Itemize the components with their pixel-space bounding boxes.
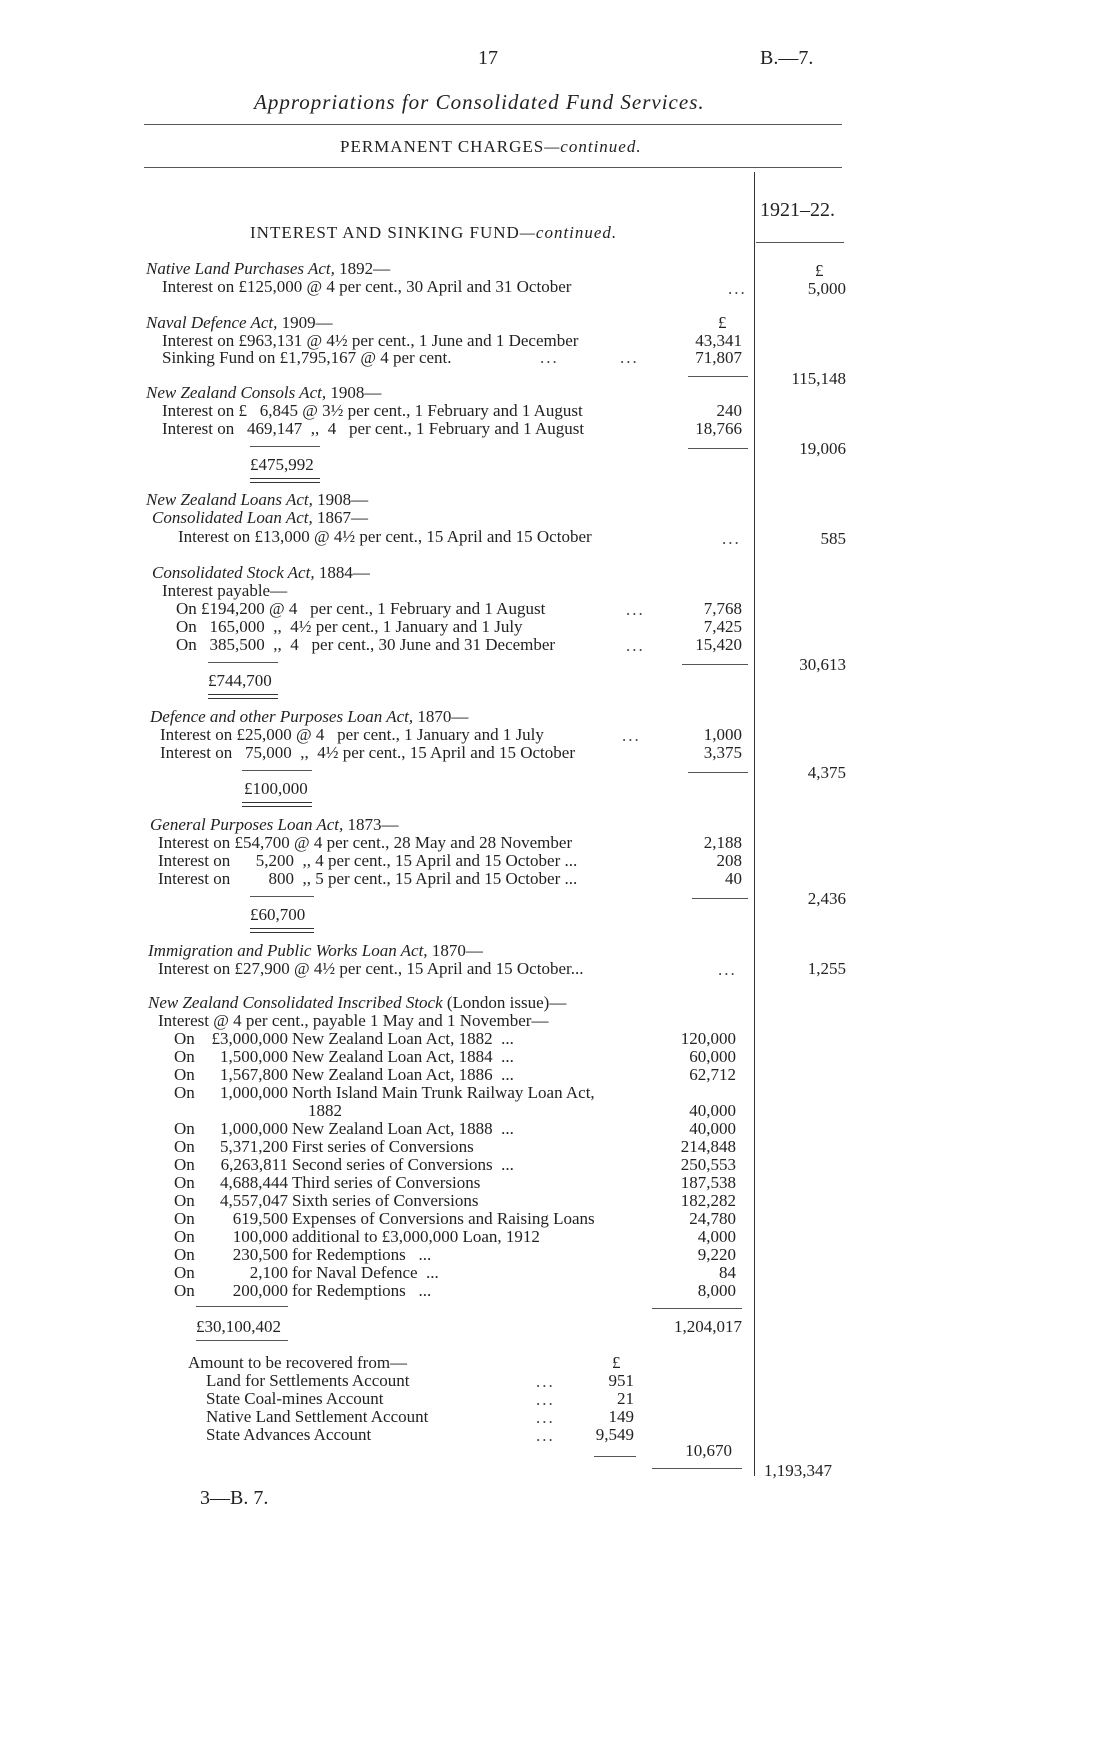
inscribed-row-description: for Naval Defence ... bbox=[292, 1263, 439, 1282]
year-header-rule bbox=[756, 242, 844, 243]
inscribed-row-description: Third series of Conversions bbox=[292, 1173, 481, 1192]
inscribed-row-value: 250,553 bbox=[680, 1155, 736, 1174]
inscribed-row-on: On bbox=[174, 1227, 195, 1246]
inscribed-row-amount: 4,688,444 bbox=[220, 1173, 288, 1192]
header-rule bbox=[144, 124, 842, 125]
act-naval-defence: Naval Defence Act, 1909— bbox=[146, 313, 333, 332]
naval-defence-total: 115,148 bbox=[791, 369, 846, 388]
stock-line-1: On £194,200 @ 4 per cent., 1 February and 1 August bbox=[176, 599, 546, 618]
double-rule bbox=[242, 802, 312, 807]
double-rule bbox=[250, 478, 320, 483]
rule bbox=[688, 376, 748, 377]
inscribed-row-value: 40,000 bbox=[689, 1101, 736, 1120]
pound-sign: £ bbox=[612, 1353, 621, 1372]
inscribed-row-on: On bbox=[174, 1155, 195, 1174]
ellipsis: ... bbox=[728, 279, 747, 298]
rule bbox=[594, 1456, 636, 1457]
inscribed-row-value: 182,282 bbox=[680, 1191, 736, 1210]
inscribed-row-description: First series of Conversions bbox=[292, 1137, 474, 1156]
section-heading: INTEREST AND SINKING FUND—continued. bbox=[250, 223, 618, 242]
ellipsis: ... bbox=[718, 960, 737, 979]
general-value-2: 208 bbox=[716, 851, 742, 870]
inscribed-row-description: for Redemptions ... bbox=[292, 1281, 432, 1300]
inscribed-row-amount: 230,500 bbox=[232, 1245, 288, 1264]
year-header: 1921–22. bbox=[760, 199, 835, 221]
inscribed-row-description: New Zealand Loan Act, 1882 ... bbox=[292, 1029, 514, 1048]
naval-defence-value-2: 71,807 bbox=[695, 348, 742, 367]
inscribed-row-value: 62,712 bbox=[689, 1065, 736, 1084]
act-inscribed-stock: New Zealand Consolidated Inscribed Stock (London issue)— bbox=[148, 993, 567, 1012]
recovered-row-value: 21 bbox=[617, 1389, 634, 1408]
ellipsis: ... bbox=[626, 636, 645, 655]
inscribed-row-on: On bbox=[174, 1245, 195, 1264]
general-total: 2,436 bbox=[807, 889, 846, 908]
inscribed-row-amount: 1,500,000 bbox=[220, 1047, 288, 1066]
inscribed-row-description: New Zealand Loan Act, 1884 ... bbox=[292, 1047, 514, 1066]
pound-sign: £ bbox=[815, 261, 824, 280]
inscribed-row-amount: 4,557,047 bbox=[220, 1191, 288, 1210]
footer-reference: 3—B. 7. bbox=[200, 1487, 269, 1509]
inscribed-row-amount: 5,371,200 bbox=[220, 1137, 288, 1156]
ellipsis: ... bbox=[722, 529, 741, 548]
native-land-line-1: Interest on £125,000 @ 4 per cent., 30 April and 31 October bbox=[162, 277, 572, 296]
act-consolidated-loan: Consolidated Loan Act, 1867— bbox=[152, 508, 368, 527]
inscribed-row-amount: 1,000,000 bbox=[220, 1119, 288, 1138]
recovered-total: 10,670 bbox=[685, 1441, 732, 1460]
inscribed-row-on: On bbox=[174, 1281, 195, 1300]
inscribed-row-value: 24,780 bbox=[689, 1209, 736, 1228]
recovered-row-value: 9,549 bbox=[595, 1425, 634, 1444]
general-value-1: 2,188 bbox=[703, 833, 742, 852]
defence-value-1: 1,000 bbox=[703, 725, 742, 744]
act-native-land: Native Land Purchases Act, 1892— bbox=[146, 259, 391, 278]
stock-total: 30,613 bbox=[799, 655, 846, 674]
ellipsis: ... bbox=[536, 1426, 555, 1445]
document-reference: B.—7. bbox=[760, 47, 814, 69]
act-loans: New Zealand Loans Act, 1908— bbox=[146, 490, 369, 509]
grand-total: 1,193,347 bbox=[764, 1461, 832, 1480]
inscribed-row-amount: 2,100 bbox=[249, 1263, 288, 1282]
inscribed-capital: £30,100,402 bbox=[196, 1317, 281, 1336]
general-line-2: Interest on 5,200 ,, 4 per cent., 15 April and 15 October ... bbox=[158, 851, 578, 870]
naval-defence-line-2: Sinking Fund on £1,795,167 @ 4 per cent. bbox=[162, 348, 452, 367]
stock-capital: £744,700 bbox=[208, 671, 272, 690]
immigration-total: 1,255 bbox=[807, 959, 846, 978]
general-capital: £60,700 bbox=[250, 905, 306, 924]
stock-intro: Interest payable— bbox=[162, 581, 288, 600]
page-title: Appropriations for Consolidated Fund Services. bbox=[254, 90, 705, 114]
stock-value-1: 7,768 bbox=[703, 599, 742, 618]
recovered-row-value: 951 bbox=[608, 1371, 634, 1390]
ellipsis: ... bbox=[536, 1372, 555, 1391]
defence-capital: £100,000 bbox=[244, 779, 308, 798]
rule bbox=[250, 446, 320, 447]
stock-value-3: 15,420 bbox=[695, 635, 742, 654]
consols-value-2: 18,766 bbox=[695, 419, 742, 438]
inscribed-row-on: On bbox=[174, 1173, 195, 1192]
inscribed-row-description: New Zealand Loan Act, 1888 ... bbox=[292, 1119, 514, 1138]
rule bbox=[692, 898, 748, 899]
stock-line-2: On 165,000 ,, 4½ per cent., 1 January and 1 July bbox=[176, 617, 523, 636]
general-value-3: 40 bbox=[725, 869, 742, 888]
inscribed-row-value: 40,000 bbox=[689, 1119, 736, 1138]
inscribed-intro: Interest @ 4 per cent., payable 1 May and 1 November— bbox=[158, 1011, 549, 1030]
recovered-row-label: Native Land Settlement Account bbox=[206, 1407, 429, 1426]
double-rule bbox=[250, 928, 314, 933]
section-subtitle: PERMANENT CHARGES—continued. bbox=[340, 137, 642, 156]
inscribed-row-amount: 6,263,811 bbox=[220, 1155, 288, 1174]
inscribed-row-description: 1882 bbox=[308, 1101, 342, 1120]
rule bbox=[242, 770, 312, 771]
inscribed-row-on: On bbox=[174, 1137, 195, 1156]
inscribed-row-description: Second series of Conversions ... bbox=[292, 1155, 514, 1174]
inscribed-row-amount: 1,567,800 bbox=[220, 1065, 288, 1084]
inscribed-row-amount: 200,000 bbox=[232, 1281, 288, 1300]
inscribed-row-on: On bbox=[174, 1065, 195, 1084]
inscribed-row-amount: 619,500 bbox=[232, 1209, 288, 1228]
inscribed-row-description: additional to £3,000,000 Loan, 1912 bbox=[292, 1227, 540, 1246]
recovered-row-label: State Coal-mines Account bbox=[206, 1389, 384, 1408]
stock-line-3: On 385,500 ,, 4 per cent., 30 June and 31 December bbox=[176, 635, 556, 654]
inscribed-row-description: New Zealand Loan Act, 1886 ... bbox=[292, 1065, 514, 1084]
ellipsis: ... bbox=[620, 348, 639, 367]
inscribed-row-amount: £3,000,000 bbox=[211, 1029, 288, 1048]
column-divider bbox=[754, 172, 755, 1476]
recovered-row-label: State Advances Account bbox=[206, 1425, 372, 1444]
inscribed-row-amount: 1,000,000 bbox=[220, 1083, 288, 1102]
rule bbox=[208, 662, 278, 663]
pound-sign: £ bbox=[718, 313, 727, 332]
consols-capital: £475,992 bbox=[250, 455, 314, 474]
loans-line-1: Interest on £13,000 @ 4½ per cent., 15 April and 15 October bbox=[178, 527, 592, 546]
rule bbox=[196, 1340, 288, 1341]
inscribed-row-value: 187,538 bbox=[680, 1173, 736, 1192]
stock-value-2: 7,425 bbox=[703, 617, 742, 636]
defence-line-1: Interest on £25,000 @ 4 per cent., 1 January and 1 July bbox=[160, 725, 544, 744]
subtitle-rule bbox=[144, 167, 842, 168]
act-consolidated-stock: Consolidated Stock Act, 1884— bbox=[152, 563, 370, 582]
consols-value-1: 240 bbox=[716, 401, 742, 420]
rule bbox=[196, 1306, 288, 1307]
inscribed-row-description: for Redemptions ... bbox=[292, 1245, 432, 1264]
double-rule bbox=[208, 694, 278, 699]
inscribed-row-value: 120,000 bbox=[680, 1029, 736, 1048]
rule bbox=[250, 896, 314, 897]
rule bbox=[688, 772, 748, 773]
act-consols: New Zealand Consols Act, 1908— bbox=[146, 383, 382, 402]
inscribed-row-on: On bbox=[174, 1209, 195, 1228]
inscribed-row-on: On bbox=[174, 1191, 195, 1210]
inscribed-row-value: 84 bbox=[719, 1263, 736, 1282]
inscribed-row-description: North Island Main Trunk Railway Loan Act, bbox=[292, 1083, 595, 1102]
defence-line-2: Interest on 75,000 ,, 4½ per cent., 15 April and 15 October bbox=[160, 743, 575, 762]
ellipsis: ... bbox=[626, 600, 645, 619]
consols-total: 19,006 bbox=[799, 439, 846, 458]
rule bbox=[652, 1308, 742, 1309]
inscribed-row-value: 8,000 bbox=[697, 1281, 736, 1300]
inscribed-row-value: 9,220 bbox=[697, 1245, 736, 1264]
act-general-purposes: General Purposes Loan Act, 1873— bbox=[150, 815, 399, 834]
act-defence: Defence and other Purposes Loan Act, 1870— bbox=[150, 707, 469, 726]
inscribed-row-description: Expenses of Conversions and Raising Loans bbox=[292, 1209, 595, 1228]
inscribed-row-value: 60,000 bbox=[689, 1047, 736, 1066]
rule bbox=[682, 664, 748, 665]
naval-defence-value-1: 43,341 bbox=[695, 331, 742, 350]
inscribed-row-value: 214,848 bbox=[680, 1137, 736, 1156]
ellipsis: ... bbox=[540, 348, 559, 367]
inscribed-row-on: On bbox=[174, 1047, 195, 1066]
ellipsis: ... bbox=[536, 1408, 555, 1427]
inscribed-row-value: 4,000 bbox=[697, 1227, 736, 1246]
act-immigration: Immigration and Public Works Loan Act, 1870— bbox=[148, 941, 483, 960]
rule bbox=[688, 448, 748, 449]
defence-value-2: 3,375 bbox=[703, 743, 742, 762]
loans-total: 585 bbox=[820, 529, 846, 548]
general-line-3: Interest on 800 ,, 5 per cent., 15 April and 15 October ... bbox=[158, 869, 578, 888]
general-line-1: Interest on £54,700 @ 4 per cent., 28 May and 28 November bbox=[158, 833, 573, 852]
ellipsis: ... bbox=[536, 1390, 555, 1409]
inscribed-row-on: On bbox=[174, 1083, 195, 1102]
page-number: 17 bbox=[478, 47, 498, 69]
recovered-row-value: 149 bbox=[608, 1407, 634, 1426]
inscribed-row-on: On bbox=[174, 1029, 195, 1048]
immigration-line-1: Interest on £27,900 @ 4½ per cent., 15 April and 15 October... bbox=[158, 959, 584, 978]
naval-defence-line-1: Interest on £963,131 @ 4½ per cent., 1 June and 1 December bbox=[162, 331, 579, 350]
inscribed-row-on: On bbox=[174, 1119, 195, 1138]
rule bbox=[652, 1468, 742, 1469]
inscribed-row-amount: 100,000 bbox=[232, 1227, 288, 1246]
consols-line-1: Interest on £ 6,845 @ 3½ per cent., 1 February and 1 August bbox=[162, 401, 583, 420]
ellipsis: ... bbox=[622, 726, 641, 745]
inscribed-row-on: On bbox=[174, 1263, 195, 1282]
recovered-row-label: Land for Settlements Account bbox=[206, 1371, 410, 1390]
defence-total: 4,375 bbox=[807, 763, 846, 782]
native-land-total: 5,000 bbox=[807, 279, 846, 298]
recovered-intro: Amount to be recovered from— bbox=[188, 1353, 408, 1372]
inscribed-row-description: Sixth series of Conversions bbox=[292, 1191, 479, 1210]
consols-line-2: Interest on 469,147 ,, 4 per cent., 1 February and 1 August bbox=[162, 419, 585, 438]
inscribed-subtotal: 1,204,017 bbox=[674, 1317, 742, 1336]
